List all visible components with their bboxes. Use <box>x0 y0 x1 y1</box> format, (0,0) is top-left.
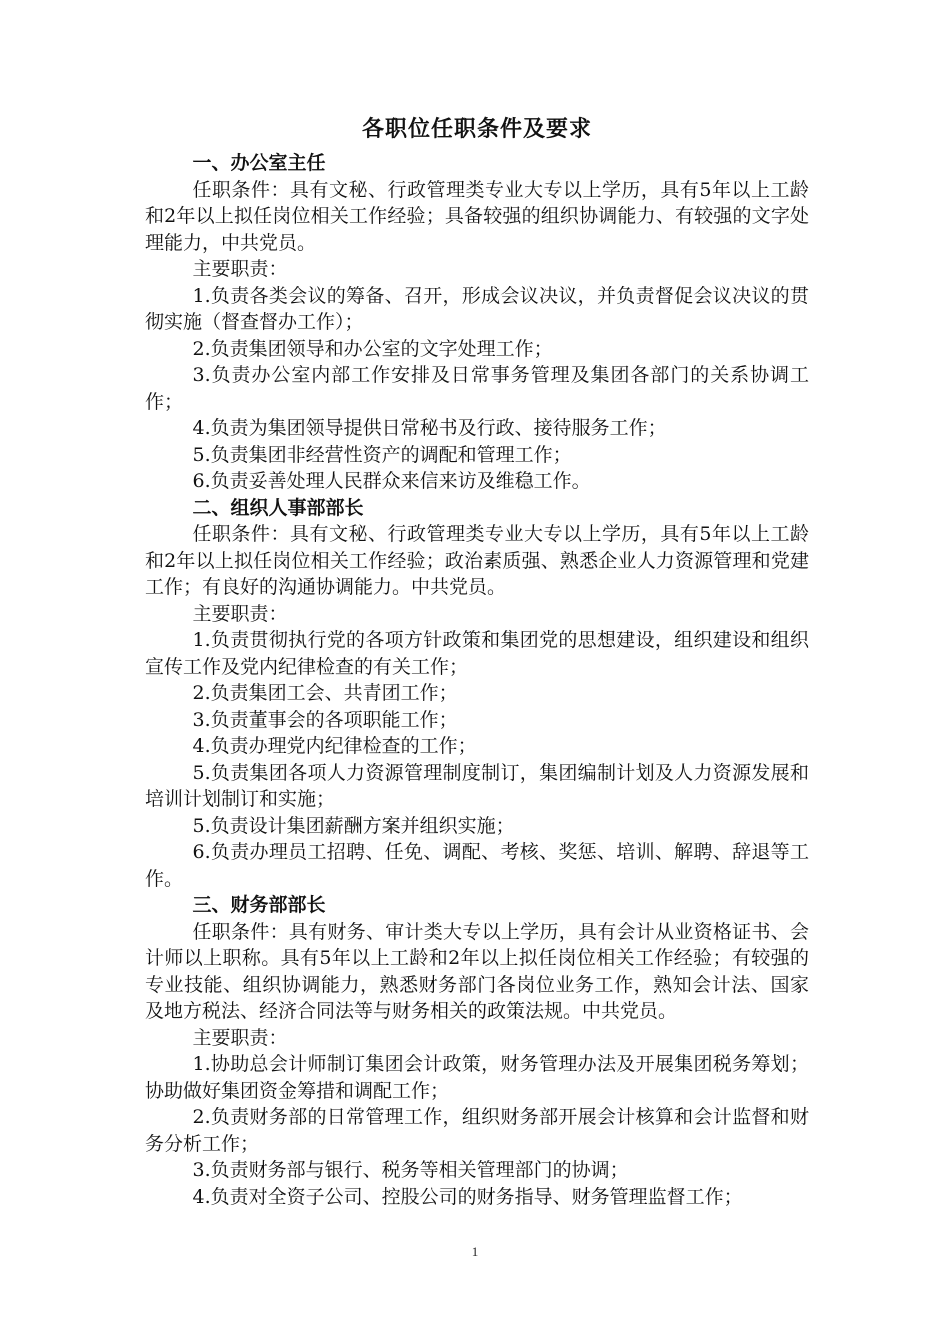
paragraph: 任职条件：具有文秘、行政管理类专业大专以上学历，具有5年以上工龄和2年以上拟任岗位相关工作经验；政治素质强、熟悉企业人力资源管理和党建工作；有良好的沟通协调能力。中共党员。 <box>145 523 809 598</box>
paragraph: 4.负责对全资子公司、控股公司的财务指导、财务管理监督工作； <box>192 1185 743 1208</box>
paragraph: 主要职责： <box>192 602 288 625</box>
paragraph: 3.负责财务部与银行、税务等相关管理部门的协调； <box>192 1159 629 1181</box>
section-hr-director <box>145 495 809 893</box>
paragraph: 主要职责： <box>192 1026 288 1049</box>
section-heading: 一、办公室主任 <box>192 152 326 174</box>
paragraph: 2.负责集团工会、共青团工作； <box>192 682 458 704</box>
paragraph: 1.协助总会计师制订集团会计政策，财务管理办法及开展集团税务筹划；协助做好集团资金筹措和调配工作； <box>145 1053 809 1102</box>
paragraph: 任职条件：具有文秘、行政管理类专业大专以上学历，具有5年以上工龄和2年以上拟任岗位相关工作经验；具备较强的组织协调能力、有较强的文字处理能力，中共党员。 <box>145 178 809 254</box>
paragraph: 5.负责集团非经营性资产的调配和管理工作； <box>192 443 572 466</box>
paragraph: 主要职责： <box>192 258 288 280</box>
paragraph: 1.负责各类会议的筹备、召开，形成会议决议，并负责督促会议决议的贯彻实施（督查督办工作）； <box>145 284 809 333</box>
document-page <box>145 112 809 1210</box>
document-title: 各职位任职条件及要求 <box>361 116 592 142</box>
page-number: 1 <box>471 1244 479 1259</box>
section-heading: 二、组织人事部部长 <box>192 496 364 519</box>
paragraph: 2.负责财务部的日常管理工作，组织财务部开展会计核算和会计监督和财务分析工作； <box>145 1106 809 1155</box>
paragraph: 4.负责为集团领导提供日常秘书及行政、接待服务工作； <box>192 417 667 439</box>
paragraph: 1.负责贯彻执行党的各项方针政策和集团党的思想建设，组织建设和组织宣传工作及党内纪律检查的有关工作； <box>145 629 809 678</box>
paragraph: 3.负责办公室内部工作安排及日常事务管理及集团各部门的关系协调工作； <box>145 364 809 413</box>
section-office-director <box>145 150 809 495</box>
paragraph: 6.负责妥善处理人民群众来信来访及维稳工作。 <box>192 470 591 492</box>
paragraph: 2.负责集团领导和办公室的文字处理工作； <box>192 337 553 360</box>
section-heading: 三、财务部部长 <box>192 894 326 916</box>
paragraph: 5.负责设计集团薪酬方案并组织实施； <box>192 814 515 837</box>
paragraph: 任职条件：具有财务、审计类大专以上学历，具有会计从业资格证书、会计师以上职称。具有5年以上工龄和2年以上拟任岗位相关工作经验；有较强的专业技能、组织协调能力，熟悉财务部门各岗位业务工作，熟知会计法、国家及地方税法、经济合同法等与财务相关的政策法规。中共党员。 <box>145 920 809 1022</box>
paragraph: 5.负责集团各项人力资源管理制度制订，集团编制计划及人力资源发展和培训计划制订和实施； <box>145 761 809 810</box>
paragraph: 6.负责办理员工招聘、任免、调配、考核、奖惩、培训、解聘、辞退等工作。 <box>145 841 809 890</box>
paragraph: 4.负责办理党内纪律检查的工作； <box>192 735 477 757</box>
section-finance-director <box>145 892 809 1210</box>
paragraph: 3.负责董事会的各项职能工作； <box>192 708 458 731</box>
